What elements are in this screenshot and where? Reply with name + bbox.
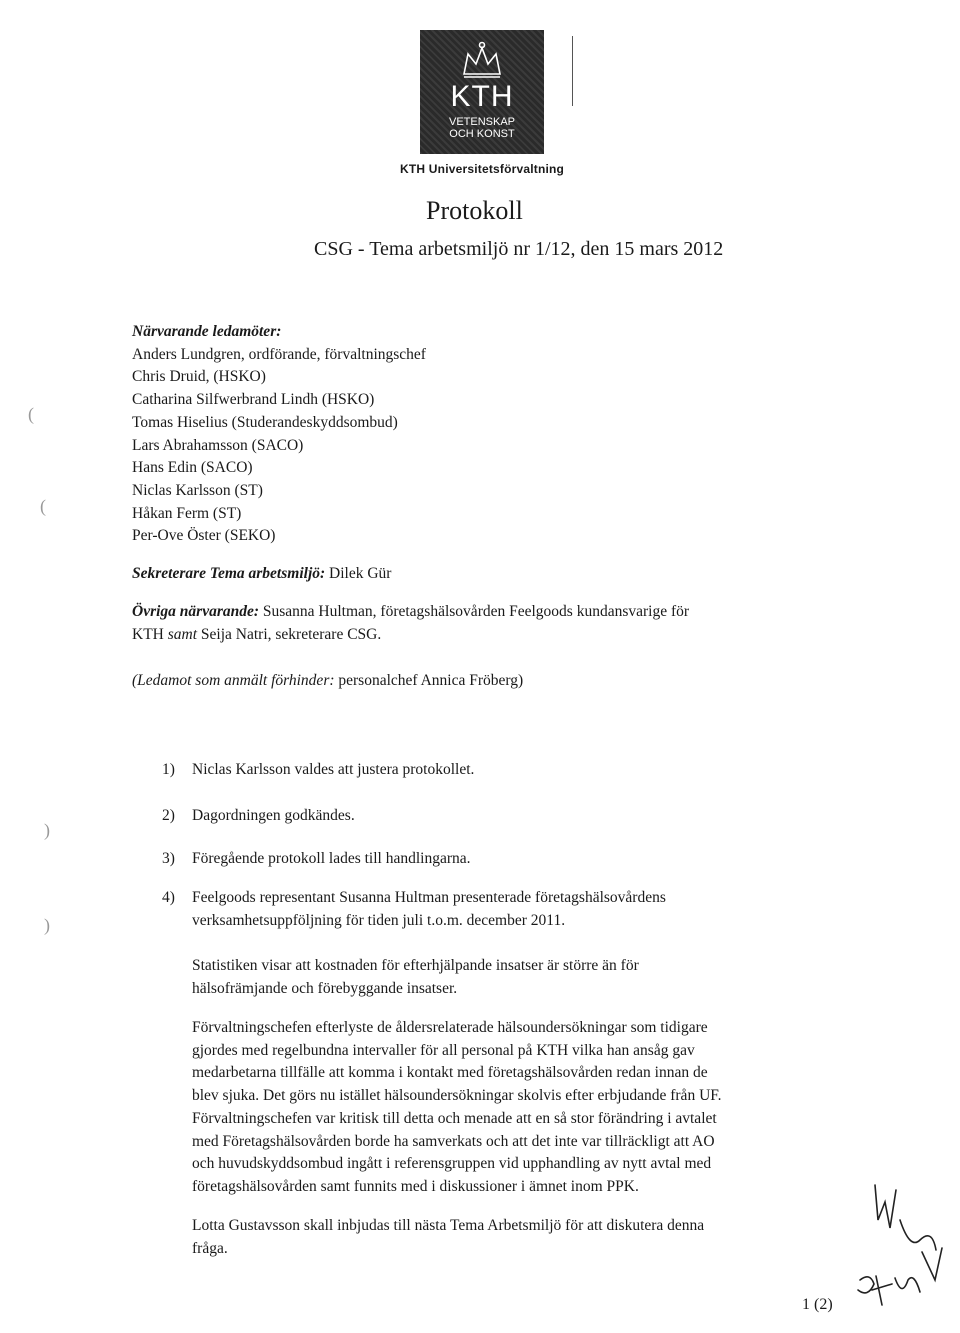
member-item: Hans Edin (SACO) [132,459,253,477]
logo-subtext-line-1: VETENSKAP [448,116,516,128]
paragraph-line: gjordes med regelbundna intervaller för all personal på KTH vilka han ansåg gav [192,1041,695,1059]
agenda-item [162,759,474,782]
paragraph-lotta [192,1215,704,1260]
page-number: 1 (2) [802,1296,833,1313]
member-item: Håkan Ferm (ST) [132,504,242,522]
margin-mark: ( [28,404,34,424]
header-divider [572,36,573,106]
paragraph-line: blev sjuka. Det görs nu istället hälsoundersökningar skolvis efter erbjudande från UF. [192,1087,722,1105]
agenda-item-text: Niclas Karlsson valdes att justera protokollet. [192,761,475,778]
document-title: Protokoll [426,196,523,225]
paragraph-line: medarbetarna tillfälle att komma i kontakt med företagshälsovården redan innan de [192,1064,708,1082]
others-label: Övriga närvarande: [132,603,260,620]
member-item: Niclas Karlsson (ST) [132,481,263,499]
paragraph-line: företagshälsovården samt funnits med i diskussioner i ämnet inom PPK. [192,1177,639,1195]
others-section [132,601,689,646]
paragraph-line: Lotta Gustavsson skall inbjudas till nästa Tema Arbetsmiljö för att diskutera denna [192,1217,705,1234]
kth-logo [420,30,544,154]
margin-mark: ( [40,496,46,516]
paragraph-line: Statistiken visar att kostnaden för efterhjälpande insatser är större än för [192,957,639,974]
absent-value: personalchef Annica Fröberg) [338,672,524,689]
agenda-item-number: 3) [162,850,175,867]
agenda-item-number: 2) [162,807,175,824]
paragraph-line: fråga. [192,1239,228,1257]
paragraph-line: och huvudskyddsombud ingått i referensgruppen vid upphandling av nytt avtal med [192,1155,712,1173]
members-label: Närvarande ledamöter: [132,323,282,340]
paragraph-statistics [192,955,639,1000]
margin-mark: ) [44,915,50,935]
members-section [132,321,426,548]
others-rest: Seija Natri, sekreterare CSG. [200,625,382,643]
agenda-item-text: Feelgoods representant Susanna Hultman presenterade företagshälsovårdens [192,889,666,906]
organization-name: KTH Universitetsförvaltning [400,162,565,176]
margin-mark: ) [44,820,50,840]
paragraph-line: hälsofrämjande och förebyggande insatser. [192,979,458,997]
paragraph-line: Förvaltningschefen efterlyste de åldersrelaterade hälsoundersökningar som tidigare [192,1019,708,1036]
others-line-2 [132,624,689,647]
secretary-value: Dilek Gür [329,565,392,582]
secretary-label: Sekreterare Tema arbetsmiljö: [132,565,326,582]
agenda-item-text: Föregående protokoll lades till handlingarna. [192,850,471,867]
others-samt: samt [167,625,198,643]
member-item: Lars Abrahamsson (SACO) [132,436,304,454]
others-line-1 [132,601,689,624]
member-item: Chris Druid, (HSKO) [132,368,266,386]
paragraph-line: Förvaltningschefen var kritisk till detta och menade att en så stor förändring i avtalet [192,1109,717,1127]
agenda-item [162,805,355,828]
member-item: Catharina Silfwerbrand Lindh (HSKO) [132,391,375,409]
paragraph-forvaltningschefen [192,1017,722,1199]
absent-line [132,670,523,693]
member-item: Tomas Hiselius (Studerandeskyddsombud) [132,413,398,431]
agenda-item [162,887,666,932]
others-kth: KTH [132,625,164,643]
absent-label: (Ledamot som anmält förhinder: [132,672,335,689]
document-subtitle: CSG - Tema arbetsmiljö nr 1/12, den 15 mars 2012 [314,238,724,260]
logo-subtext-line-2: OCH KONST [449,128,515,140]
logo-subtext [420,116,544,140]
secretary-line [132,563,391,586]
agenda-item-text: Dagordningen godkändes. [192,807,355,824]
others-text: Susanna Hultman, företagshälsovården Feelgoods kundansvarige för [262,603,690,620]
agenda-item-text: verksamhetsuppföljning för tiden juli t.o.m. december 2011. [192,911,566,929]
member-item: Per-Ove Öster (SEKO) [132,527,276,545]
handwritten-initials-icon [840,1180,950,1320]
member-item: Anders Lundgren, ordförande, förvaltningschef [132,345,426,363]
paragraph-line: med Företagshälsovården borde ha samverkats och att det inte var tillräckligt att AO [192,1132,715,1150]
agenda-item [162,848,471,871]
agenda-item-number: 4) [162,889,175,906]
logo-kth-text: KTH [450,80,514,113]
agenda-item-number: 1) [162,761,175,778]
